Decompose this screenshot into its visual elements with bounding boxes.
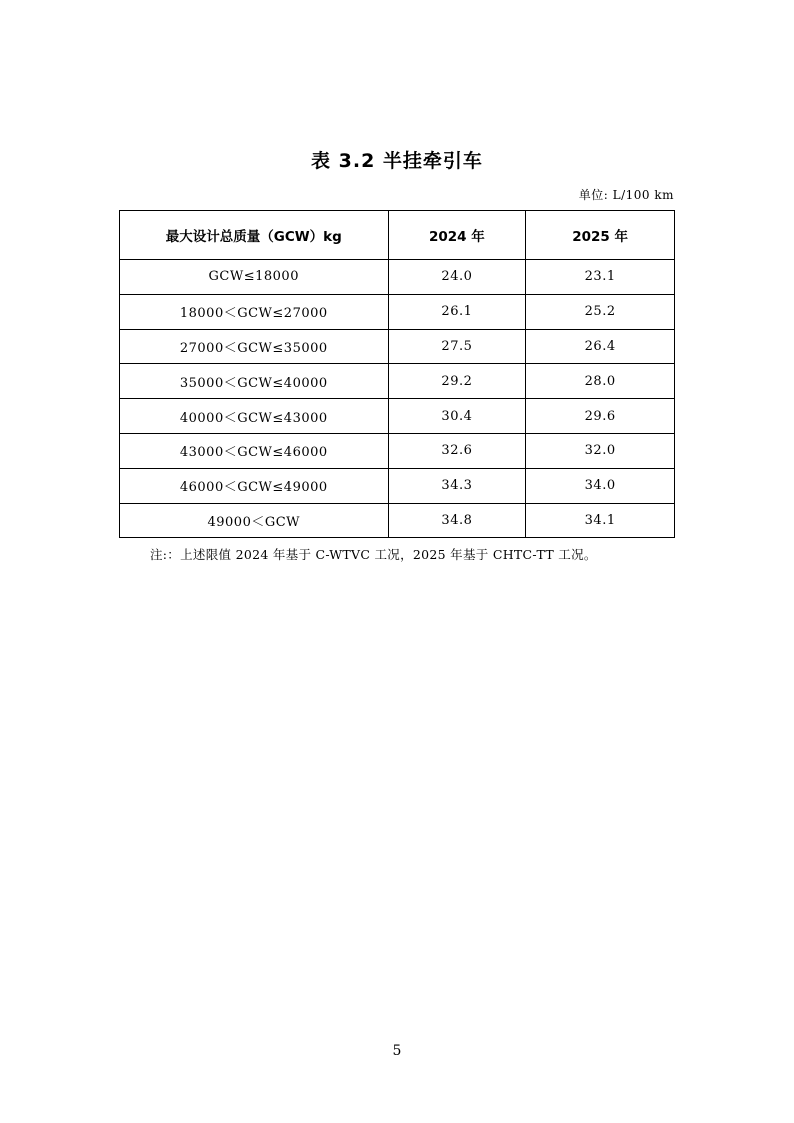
cell-2025-value: 28.0 — [526, 364, 675, 399]
table-row — [120, 399, 675, 434]
table-row — [120, 364, 675, 399]
page-number: 5 — [392, 1043, 402, 1059]
table-row — [120, 294, 675, 329]
cell-gcw-range: 40000＜GCW≤43000 — [120, 399, 389, 434]
cell-2024-value: 29.2 — [388, 364, 526, 399]
header-2025: 2025 年 — [526, 211, 675, 260]
table-footnote: 注:：上述限值 2024 年基于 C-WTVC 工况，2025 年基于 CHTC-TT 工况。 — [150, 547, 597, 562]
cell-2024-value: 24.0 — [388, 260, 526, 295]
table-row — [120, 329, 675, 364]
cell-2024-value: 27.5 — [388, 329, 526, 364]
table-row — [120, 433, 675, 468]
cell-2024-value: 34.8 — [388, 503, 526, 538]
header-2024: 2024 年 — [388, 211, 526, 260]
table-row — [120, 260, 675, 295]
cell-2025-value: 23.1 — [526, 260, 675, 295]
cell-2024-value: 34.3 — [388, 468, 526, 503]
table-header-row — [120, 211, 675, 260]
cell-2025-value: 34.1 — [526, 503, 675, 538]
cell-gcw-range: GCW≤18000 — [120, 260, 389, 295]
header-gcw: 最大设计总质量（GCW）kg — [120, 211, 389, 260]
table-title: 表 3.2 半挂牵引车 — [311, 150, 483, 172]
cell-2024-value: 26.1 — [388, 294, 526, 329]
table-row — [120, 503, 675, 538]
cell-gcw-range: 27000＜GCW≤35000 — [120, 329, 389, 364]
cell-gcw-range: 49000＜GCW — [120, 503, 389, 538]
cell-2025-value: 25.2 — [526, 294, 675, 329]
cell-gcw-range: 18000＜GCW≤27000 — [120, 294, 389, 329]
cell-gcw-range: 35000＜GCW≤40000 — [120, 364, 389, 399]
fuel-limit-table — [119, 210, 675, 538]
cell-2024-value: 32.6 — [388, 433, 526, 468]
cell-2025-value: 32.0 — [526, 433, 675, 468]
table-row — [120, 468, 675, 503]
cell-2025-value: 29.6 — [526, 399, 675, 434]
cell-gcw-range: 43000＜GCW≤46000 — [120, 433, 389, 468]
cell-2025-value: 34.0 — [526, 468, 675, 503]
cell-2025-value: 26.4 — [526, 329, 675, 364]
cell-gcw-range: 46000＜GCW≤49000 — [120, 468, 389, 503]
cell-2024-value: 30.4 — [388, 399, 526, 434]
unit-label: 单位: L/100 km — [578, 188, 674, 202]
